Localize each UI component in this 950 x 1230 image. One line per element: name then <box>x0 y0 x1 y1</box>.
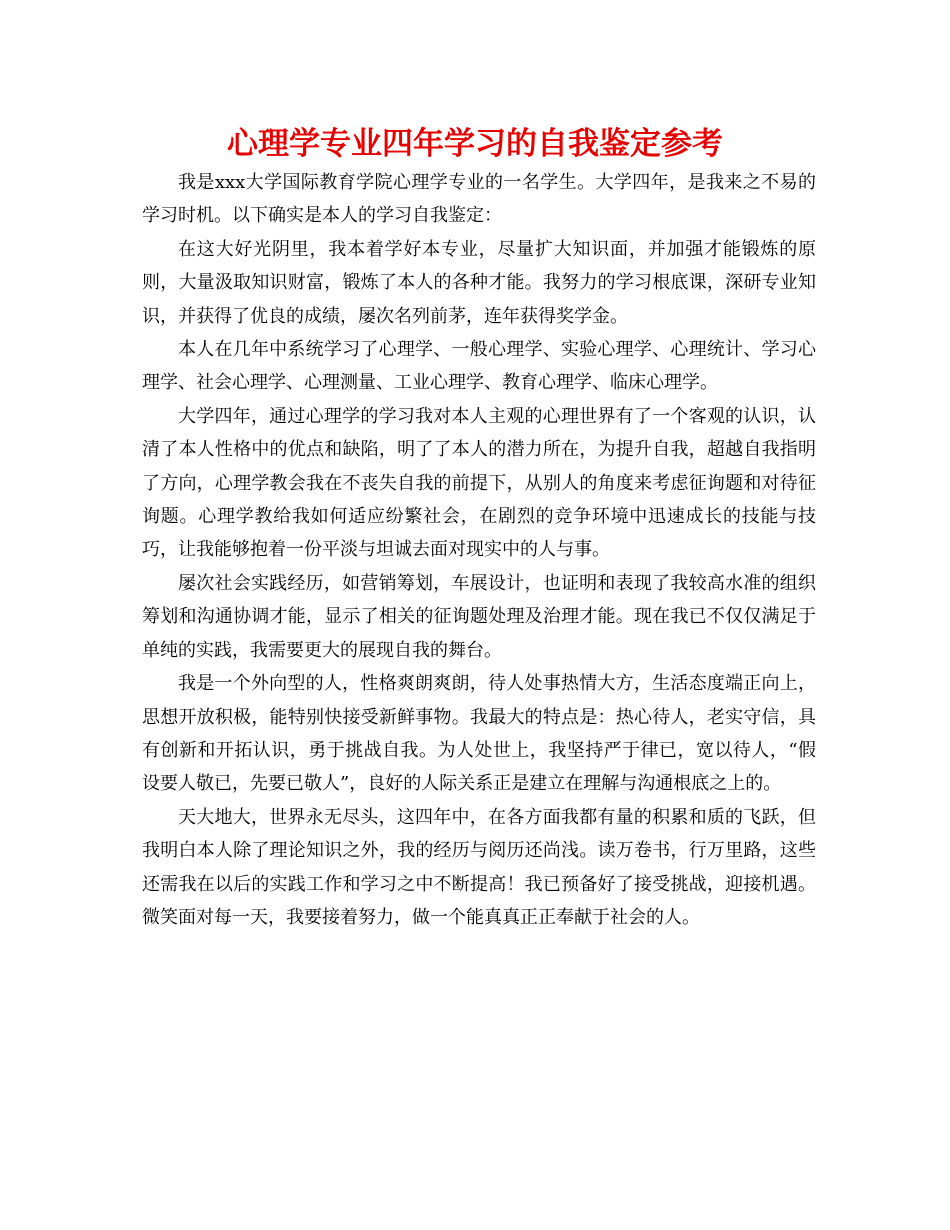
paragraph-courses: 本人在几年中系统学习了心理学、一般心理学、实验心理学、心理统计、学习心理学、社会心理学、心理测量、工业心理学、教育心理学、临床心理学。 <box>142 339 816 394</box>
document-body <box>142 166 816 934</box>
paragraph-study: 在这大好光阴里，我本着学好本专业，尽量扩大知识面，并加强才能锻炼的原则，大量汲取知识财富，锻炼了本人的各种才能。我努力的学习根底课，深研专业知识，并获得了优良的成绩，屡次名列前茅，连年获得奖学金。 <box>142 238 816 327</box>
paragraph-psychology: 大学四年，通过心理学的学习我对本人主观的心理世界有了一个客观的认识，认清了本人性格中的优点和缺陷，明了了本人的潜力所在，为提升自我，超越自我指明了方向，心理学教会我在不丧失自我的前提下，从别人的角度来考虑征询题和对待征询题。心理学教给我如何适应纷繁社会，在剧烈的竞争环境中迅速成长的技能与技巧，让我能够抱着一份平淡与坦诚去面对现实中的人与事。 <box>142 405 816 561</box>
paragraph-practice: 屡次社会实践经历，如营销筹划，车展设计，也证明和表现了我较高水准的组织筹划和沟通协调才能，显示了相关的征询题处理及治理才能。现在我已不仅仅满足于单纯的实践，我需要更大的展现自我的舞台。 <box>142 572 816 661</box>
paragraph-intro: 我是xxx大学国际教育学院心理学专业的一名学生。大学四年，是我来之不易的学习时机。以下确实是本人的学习自我鉴定： <box>142 172 816 227</box>
paragraph-conclusion: 天大地大，世界永无尽头，这四年中，在各方面我都有量的积累和质的飞跃，但我明白本人除了理论知识之外，我的经历与阅历还尚浅。读万卷书，行万里路，这些还需我在以后的实践工作和学习之中不断提高！我已预备好了接受挑战，迎接机遇。微笑面对每一天，我要接着努力，做一个能真真正正奉献于社会的人。 <box>142 806 816 928</box>
paragraph-personality: 我是一个外向型的人，性格爽朗爽朗，待人处事热情大方，生活态度端正向上，思想开放积极，能特别快接受新鲜事物。我最大的特点是：热心待人，老实守信，具有创新和开拓认识，勇于挑战自我。为人处世上，我坚持严于律已，宽以待人，“假设要人敬已，先要已敬人”，良好的人际关系正是建立在理解与沟通根底之上的。 <box>142 673 816 795</box>
document-title: 心理学专业四年学习的自我鉴定参考 <box>227 126 723 162</box>
